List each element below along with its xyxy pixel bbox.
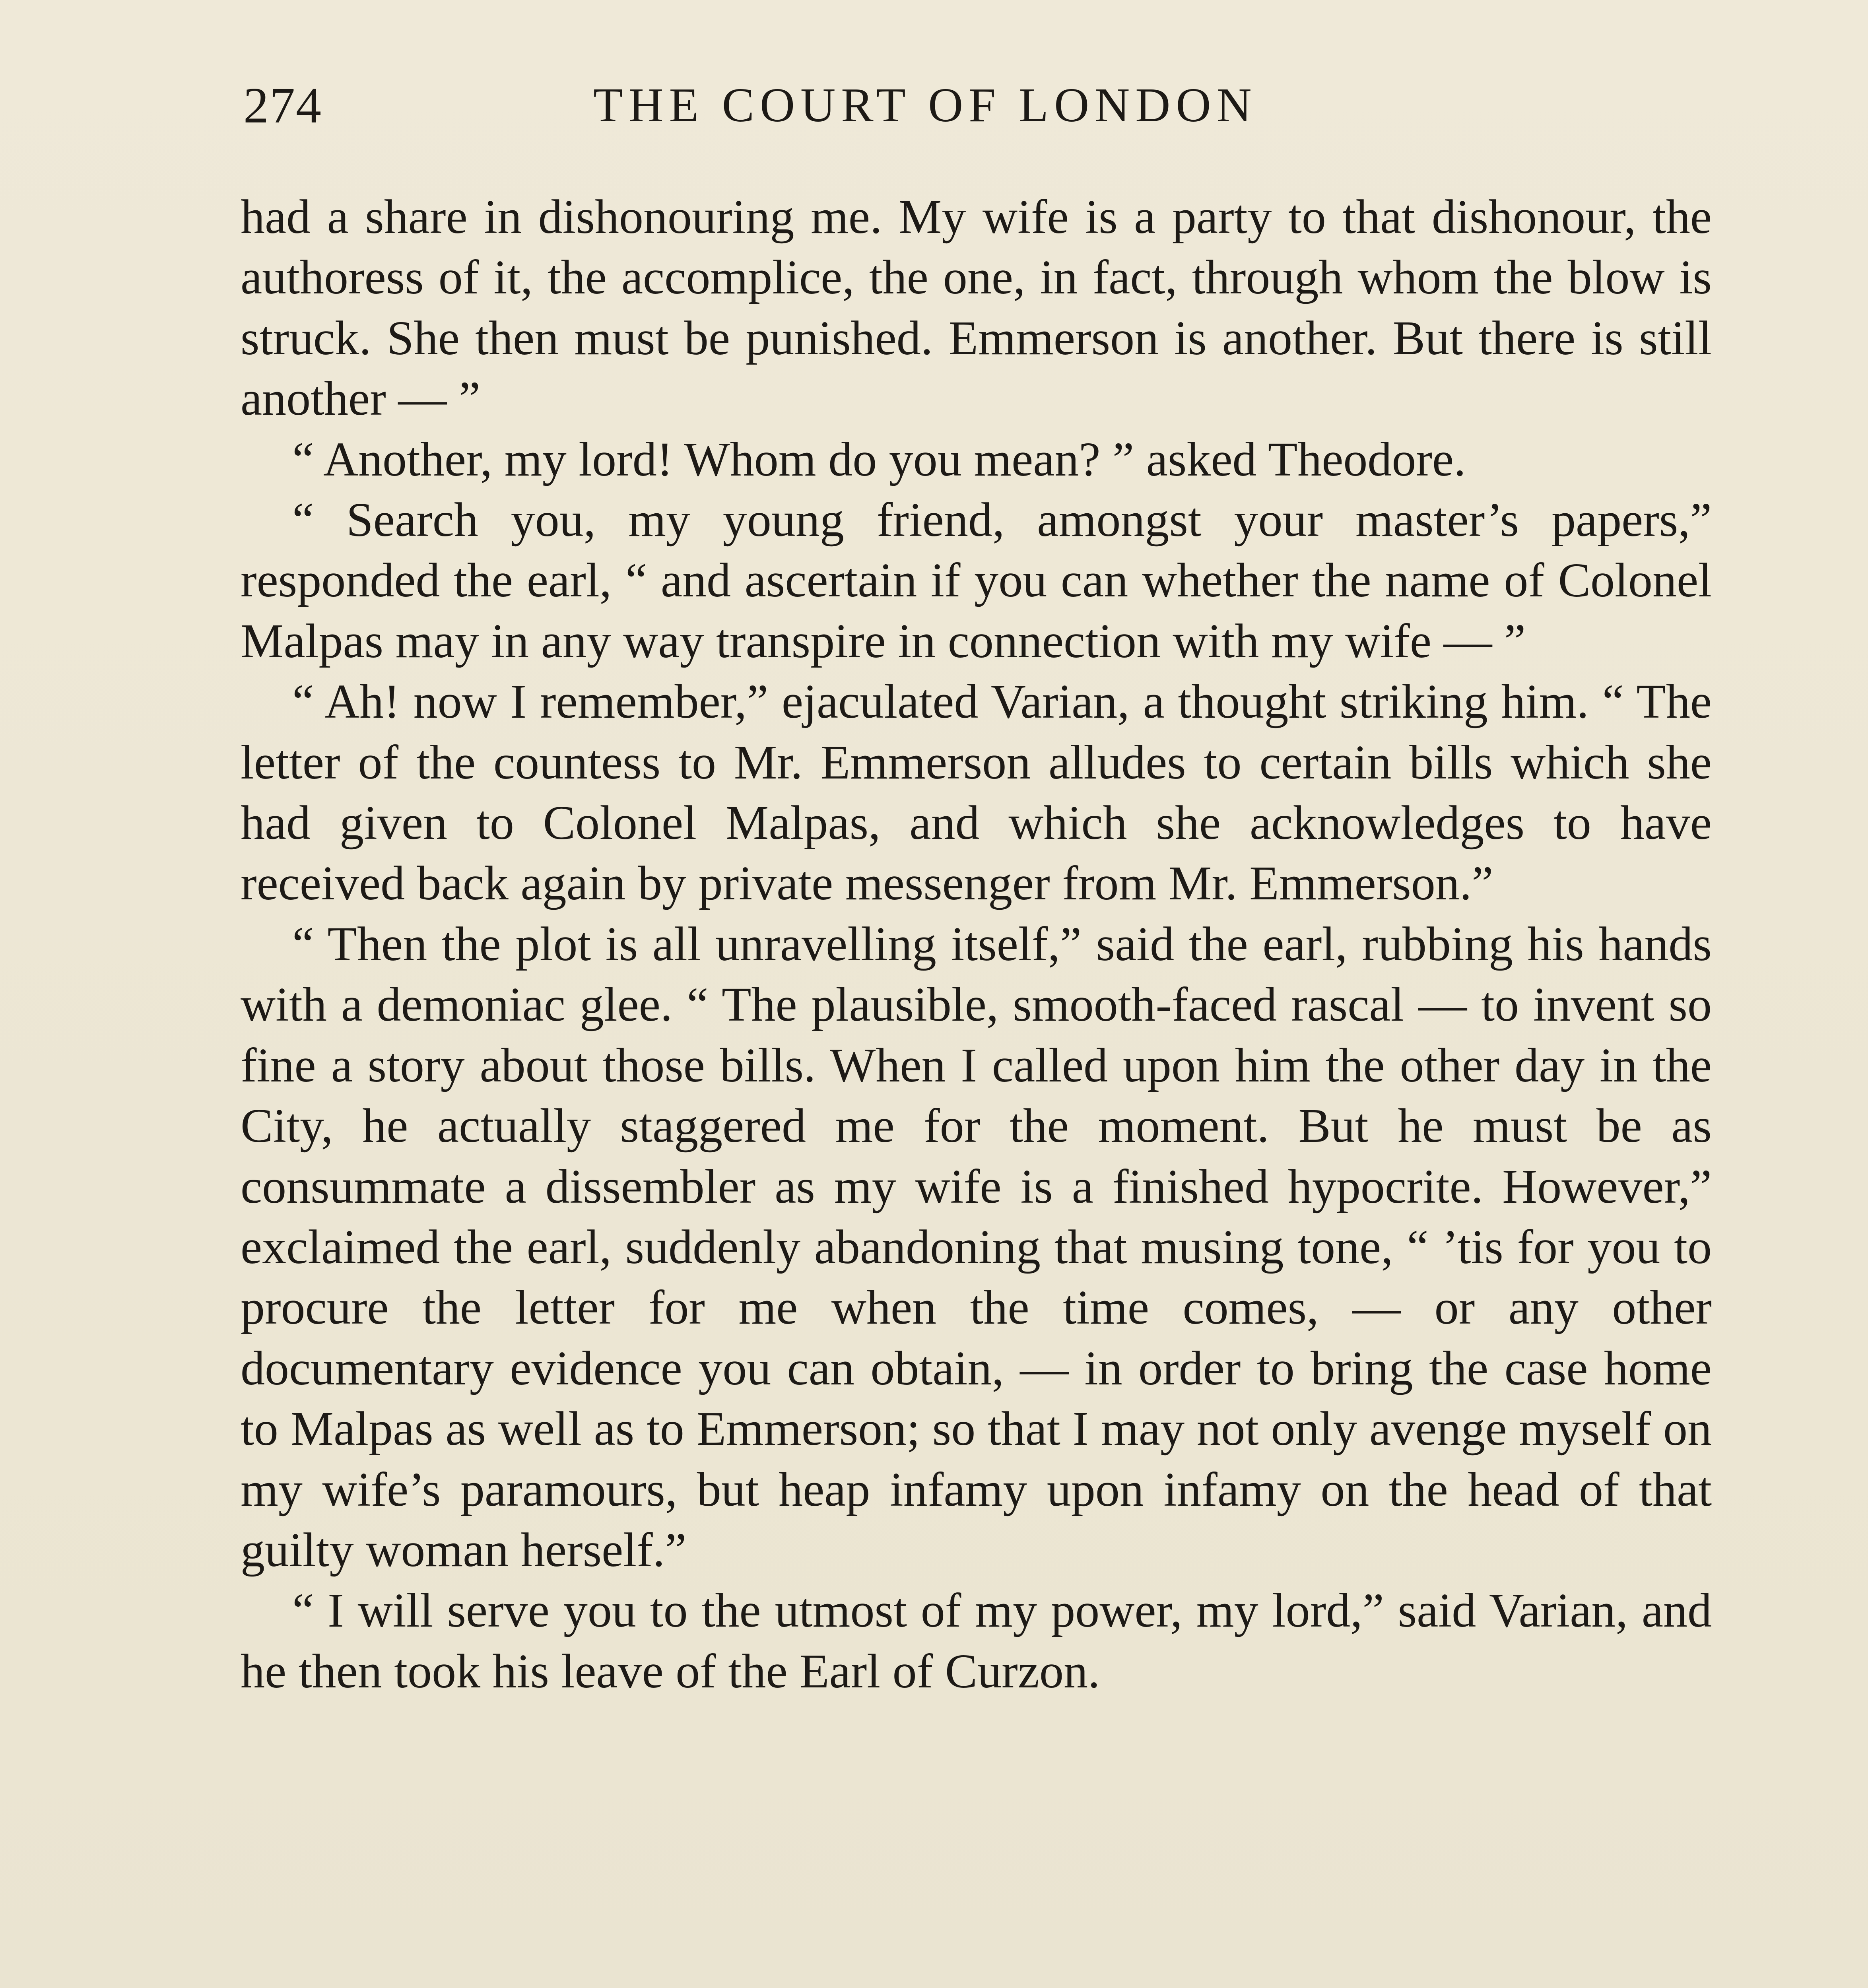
body-text <box>241 187 1712 1702</box>
running-title: THE COURT OF LONDON <box>593 78 1257 132</box>
paragraph-2: “ Another, my lord! Whom do you mean? ” asked Theodore. <box>292 432 1466 486</box>
paragraph-5: “ Then the plot is all unravelling itself,” said the earl, rubbing his hands with a demoniac glee. “ The plausible, smooth-faced rascal — to invent so fine a story about those bills. When I called upon him the other day in the City, he actually staggered me for the moment. But he must be as consummate a dissembler as my wife is a finished hypocrite. However,” exclaimed the earl, suddenly abandoning that musing tone, “ ’tis for you to procure the letter for me when the time comes, — or any other documentary evidence you can obtain, — in order to bring the case home to Malpas as well as to Emmerson; so that I may not only avenge myself on my wife’s paramours, but heap infamy upon infamy on the head of that guilty woman herself.” <box>241 917 1712 1577</box>
paragraph-4: “ Ah! now I remember,” ejaculated Varian, a thought striking him. “ The letter of the countess to Mr. Emmerson alludes to certain bills which she had given to Colonel Malpas, and which she acknowledges to have received back again by private messenger from Mr. Emmerson.” <box>241 675 1712 911</box>
paragraph-6: “ I will serve you to the utmost of my power, my lord,” said Varian, and he then took his leave of the Earl of Curzon. <box>241 1584 1712 1698</box>
paragraph-1: had a share in dishonouring me. My wife is a party to that dishonour, the authoress of it, the accomplice, the one, in fact, through whom the blow is struck. She then must be punished. Emmerson is another. But there is still another — ” <box>241 190 1712 426</box>
page-header <box>243 76 1711 135</box>
page-number: 274 <box>243 77 322 134</box>
paragraph-3: “ Search you, my young friend, amongst your master’s papers,” responded the earl, “ and ascertain if you can whether the name of Colonel Malpas may in any way transpire in connection with my wife — ” <box>241 493 1712 668</box>
